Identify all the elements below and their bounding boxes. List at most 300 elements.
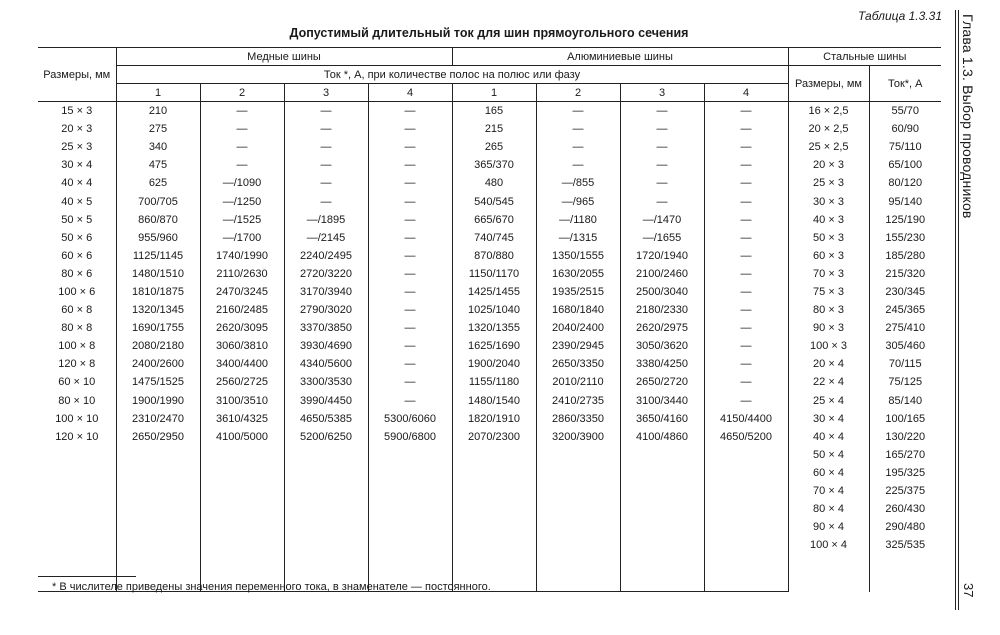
cell-steel-size: 90 × 3 [788, 319, 869, 337]
table-row [38, 464, 941, 482]
chapter-heading: Глава 1.3. Выбор проводников [960, 14, 976, 219]
cell-steel-current: 85/140 [869, 392, 941, 410]
table-row [38, 355, 941, 373]
cell-aluminum-3: — [620, 138, 704, 156]
cell-aluminum-4: — [704, 319, 788, 337]
cell-aluminum-3: —/1655 [620, 229, 704, 247]
cell-steel-size: 80 × 4 [788, 500, 869, 518]
cell-copper-2: 4100/5000 [200, 428, 284, 446]
cell-aluminum-2: 2650/3350 [536, 355, 620, 373]
cell-aluminum-3: 3050/3620 [620, 337, 704, 355]
cell-copper-2: 2470/3245 [200, 283, 284, 301]
cell-steel-size: 60 × 3 [788, 247, 869, 265]
cell-aluminum-3: — [620, 102, 704, 121]
cell-copper-3: 2790/3020 [284, 301, 368, 319]
cell-aluminum-4: 4650/5200 [704, 428, 788, 446]
cell-copper-3: — [284, 120, 368, 138]
cell-aluminum-2: — [536, 138, 620, 156]
cell-empty [200, 536, 284, 554]
cell-copper-3: 5200/6250 [284, 428, 368, 446]
cell-copper-3: 3170/3940 [284, 283, 368, 301]
cell-steel-current: 65/100 [869, 156, 941, 174]
cell-size [38, 518, 116, 536]
cell-size: 120 × 8 [58, 358, 96, 371]
cell-empty [368, 482, 452, 500]
cell-empty [620, 482, 704, 500]
cell-empty [116, 446, 200, 464]
cell-copper-1: 2080/2180 [116, 337, 200, 355]
cell-copper-1: 275 [116, 120, 200, 138]
cell-size: 80 × 8 [61, 322, 93, 335]
cell-empty [284, 518, 368, 536]
cell-copper-3: —/2145 [284, 229, 368, 247]
cell-copper-2: 2110/2630 [200, 265, 284, 283]
table-row [38, 156, 941, 174]
cell-copper-3: 3930/4690 [284, 337, 368, 355]
cell-copper-4: — [368, 138, 452, 156]
cell-aluminum-3: — [620, 174, 704, 192]
table-row [38, 102, 941, 121]
cell-copper-1: 1480/1510 [116, 265, 200, 283]
cell-aluminum-4: 4150/4400 [704, 410, 788, 428]
cell-empty [704, 500, 788, 518]
page-number: 37 [961, 583, 976, 598]
cell-copper-4: — [368, 174, 452, 192]
cell-copper-3: —/1895 [284, 211, 368, 229]
cell-copper-1: 475 [116, 156, 200, 174]
cell-aluminum-2: 2010/2110 [536, 373, 620, 391]
table-title: Допустимый длительный ток для шин прямоугольного сечения [289, 26, 689, 40]
cell-empty [284, 446, 368, 464]
cell-aluminum-4: — [704, 301, 788, 319]
cell-copper-4: — [368, 102, 452, 121]
cell-spacer [869, 554, 941, 592]
cell-copper-1: 210 [116, 102, 200, 121]
cell-empty [452, 536, 536, 554]
cell-steel-current: 185/280 [869, 247, 941, 265]
cell-copper-1: 2400/2600 [116, 355, 200, 373]
cell-size: 15 × 3 [61, 105, 93, 118]
cell-steel-current: 75/125 [869, 373, 941, 391]
header-steel: Стальные шины [788, 48, 941, 66]
cell-copper-4: — [368, 247, 452, 265]
cell-aluminum-3: 3650/4160 [620, 410, 704, 428]
cell-empty [200, 446, 284, 464]
cell-copper-2: — [200, 120, 284, 138]
cell-aluminum-1: 265 [452, 138, 536, 156]
cell-empty [368, 518, 452, 536]
table-row [38, 446, 941, 464]
cell-copper-3: — [284, 102, 368, 121]
cell-steel-current: 155/230 [869, 229, 941, 247]
cell-steel-size: 25 × 4 [788, 392, 869, 410]
cell-aluminum-4: — [704, 283, 788, 301]
table-row [38, 319, 941, 337]
cell-size: 20 × 3 [61, 123, 93, 136]
cell-aluminum-3: 2500/3040 [620, 283, 704, 301]
cell-steel-size: 22 × 4 [788, 373, 869, 391]
cell-copper-4: — [368, 156, 452, 174]
cell-steel-size: 100 × 3 [788, 337, 869, 355]
cell-copper-1: 2650/2950 [116, 428, 200, 446]
cell-size [38, 482, 116, 500]
cell-aluminum-2: —/1180 [536, 211, 620, 229]
cell-steel-size: 40 × 4 [788, 428, 869, 446]
cell-empty [620, 518, 704, 536]
cell-aluminum-2: 3200/3900 [536, 428, 620, 446]
cell-aluminum-2: —/1315 [536, 229, 620, 247]
cell-steel-current: 230/345 [869, 283, 941, 301]
cell-copper-4: — [368, 319, 452, 337]
cell-aluminum-1: 215 [452, 120, 536, 138]
cell-empty [704, 446, 788, 464]
header-current-note: Ток *, А, при количестве полос на полюс или фазу [116, 66, 788, 84]
cell-empty [452, 446, 536, 464]
cell-aluminum-2: 1680/1840 [536, 301, 620, 319]
cell-copper-1: 1900/1990 [116, 392, 200, 410]
table-row [38, 247, 941, 265]
cell-steel-size: 50 × 3 [788, 229, 869, 247]
cell-aluminum-1: 1155/1180 [452, 373, 536, 391]
table-row [38, 283, 941, 301]
cell-empty [368, 464, 452, 482]
cell-empty [536, 482, 620, 500]
cell-steel-size: 16 × 2,5 [788, 102, 869, 121]
cell-steel-current: 70/115 [869, 355, 941, 373]
cell-size: 80 × 6 [61, 267, 93, 280]
cell-aluminum-4: — [704, 120, 788, 138]
cell-aluminum-2: —/855 [536, 174, 620, 192]
header-cu-4: 4 [368, 84, 452, 102]
cell-steel-current: 225/375 [869, 482, 941, 500]
cell-empty [200, 518, 284, 536]
cell-size: 50 × 5 [61, 213, 93, 226]
table-row [38, 120, 941, 138]
cell-copper-4: 5300/6060 [368, 410, 452, 428]
cell-copper-1: 340 [116, 138, 200, 156]
cell-aluminum-3: 3100/3440 [620, 392, 704, 410]
header-steel-sizes: Размеры, мм [788, 66, 869, 102]
cell-copper-1: 2310/2470 [116, 410, 200, 428]
cell-copper-3: — [284, 192, 368, 210]
cell-size [38, 536, 116, 554]
cell-aluminum-4: — [704, 138, 788, 156]
cell-copper-3: 3300/3530 [284, 373, 368, 391]
cell-aluminum-4: — [704, 355, 788, 373]
cell-empty [536, 536, 620, 554]
cell-copper-4: — [368, 265, 452, 283]
cell-aluminum-1: 665/670 [452, 211, 536, 229]
cell-empty [452, 464, 536, 482]
header-al-3: 3 [620, 84, 704, 102]
cell-steel-current: 125/190 [869, 211, 941, 229]
cell-copper-3: 3990/4450 [284, 392, 368, 410]
cell-copper-4: — [368, 192, 452, 210]
cell-copper-2: 3060/3810 [200, 337, 284, 355]
header-al-1: 1 [452, 84, 536, 102]
cell-empty [704, 518, 788, 536]
cell-steel-size: 50 × 4 [788, 446, 869, 464]
cell-size: 25 × 3 [61, 141, 93, 154]
header-cu-3: 3 [284, 84, 368, 102]
cell-aluminum-4: — [704, 392, 788, 410]
cell-size: 100 × 6 [58, 285, 96, 298]
cell-steel-current: 245/365 [869, 301, 941, 319]
header-cu-2: 2 [200, 84, 284, 102]
cell-aluminum-3: — [620, 120, 704, 138]
cell-steel-current: 215/320 [869, 265, 941, 283]
cell-empty [368, 536, 452, 554]
cell-steel-size: 75 × 3 [788, 283, 869, 301]
cell-aluminum-1: 1320/1355 [452, 319, 536, 337]
table-row [38, 536, 941, 554]
cell-size: 60 × 10 [58, 376, 96, 389]
table-row [38, 265, 941, 283]
cell-size [38, 446, 116, 464]
cell-aluminum-4: — [704, 156, 788, 174]
cell-empty [452, 500, 536, 518]
cell-steel-size: 25 × 3 [788, 174, 869, 192]
cell-copper-1: 700/705 [116, 192, 200, 210]
cell-aluminum-4: — [704, 373, 788, 391]
cell-empty [116, 482, 200, 500]
table-row [38, 174, 941, 192]
cell-empty [284, 464, 368, 482]
cell-empty [284, 500, 368, 518]
header-cu-1: 1 [116, 84, 200, 102]
cell-copper-3: — [284, 138, 368, 156]
cell-spacer [788, 554, 869, 592]
cell-aluminum-1: 1625/1690 [452, 337, 536, 355]
cell-steel-current: 195/325 [869, 464, 941, 482]
cell-size: 40 × 5 [61, 195, 93, 208]
table-body [38, 102, 941, 592]
cell-aluminum-2: — [536, 120, 620, 138]
cell-size: 80 × 10 [58, 394, 96, 407]
cell-aluminum-4: — [704, 229, 788, 247]
cell-copper-2: 3100/3510 [200, 392, 284, 410]
cell-empty [704, 464, 788, 482]
table-row [38, 138, 941, 156]
cell-steel-size: 70 × 3 [788, 265, 869, 283]
cell-size: 40 × 4 [61, 177, 93, 190]
cell-copper-2: 2560/2725 [200, 373, 284, 391]
cell-copper-1: 1475/1525 [116, 373, 200, 391]
cell-copper-3: 2240/2495 [284, 247, 368, 265]
cell-copper-4: — [368, 355, 452, 373]
cell-empty [116, 536, 200, 554]
cell-steel-size: 70 × 4 [788, 482, 869, 500]
cell-copper-4: 5900/6800 [368, 428, 452, 446]
cell-aluminum-3: 2180/2330 [620, 301, 704, 319]
cell-aluminum-1: 1820/1910 [452, 410, 536, 428]
cell-copper-3: 3370/3850 [284, 319, 368, 337]
table-row [38, 482, 941, 500]
cell-aluminum-3: — [620, 192, 704, 210]
cell-aluminum-1: 1150/1170 [452, 265, 536, 283]
cell-steel-size: 60 × 4 [788, 464, 869, 482]
cell-empty [452, 518, 536, 536]
cell-empty [368, 446, 452, 464]
cell-aluminum-4: — [704, 192, 788, 210]
cell-spacer [620, 554, 704, 592]
cell-aluminum-1: 540/545 [452, 192, 536, 210]
cell-steel-current: 305/460 [869, 337, 941, 355]
cell-copper-2: 2620/3095 [200, 319, 284, 337]
cell-empty [200, 482, 284, 500]
cell-copper-1: 860/870 [116, 211, 200, 229]
cell-aluminum-1: 1425/1455 [452, 283, 536, 301]
cell-size: 50 × 6 [61, 231, 93, 244]
cell-aluminum-4: — [704, 337, 788, 355]
cell-aluminum-4: — [704, 211, 788, 229]
cell-aluminum-3: 1720/1940 [620, 247, 704, 265]
table-row [38, 500, 941, 518]
cell-steel-size: 20 × 3 [788, 156, 869, 174]
current-table [38, 47, 941, 592]
cell-aluminum-2: 2410/2735 [536, 392, 620, 410]
cell-steel-size: 90 × 4 [788, 518, 869, 536]
cell-copper-3: — [284, 156, 368, 174]
cell-copper-4: — [368, 337, 452, 355]
cell-size: 30 × 4 [61, 159, 93, 172]
cell-empty [536, 500, 620, 518]
cell-spacer [704, 554, 788, 592]
cell-aluminum-2: 2040/2400 [536, 319, 620, 337]
cell-steel-current: 290/480 [869, 518, 941, 536]
cell-steel-current: 130/220 [869, 428, 941, 446]
cell-copper-4: — [368, 301, 452, 319]
cell-aluminum-2: 1935/2515 [536, 283, 620, 301]
table-row [38, 428, 941, 446]
cell-aluminum-3: 4100/4860 [620, 428, 704, 446]
cell-copper-4: — [368, 283, 452, 301]
cell-copper-3: 4650/5385 [284, 410, 368, 428]
cell-copper-2: 1740/1990 [200, 247, 284, 265]
cell-copper-2: 3400/4400 [200, 355, 284, 373]
cell-empty [536, 446, 620, 464]
table-row [38, 211, 941, 229]
cell-aluminum-1: 480 [452, 174, 536, 192]
table-row [38, 192, 941, 210]
cell-aluminum-1: 1480/1540 [452, 392, 536, 410]
cell-empty [704, 536, 788, 554]
cell-aluminum-1: 165 [452, 102, 536, 121]
cell-copper-2: — [200, 138, 284, 156]
cell-copper-2: —/1090 [200, 174, 284, 192]
cell-copper-1: 1690/1755 [116, 319, 200, 337]
cell-size [38, 500, 116, 518]
cell-copper-3: — [284, 174, 368, 192]
footnote: * В числителе приведены значения переменного тока, в знаменателе — постоянного. [52, 581, 491, 593]
cell-empty [620, 536, 704, 554]
cell-steel-current: 325/535 [869, 536, 941, 554]
cell-empty [116, 518, 200, 536]
cell-size [38, 464, 116, 482]
cell-copper-1: 1320/1345 [116, 301, 200, 319]
cell-steel-size: 80 × 3 [788, 301, 869, 319]
table-row [38, 410, 941, 428]
cell-copper-2: — [200, 102, 284, 121]
cell-aluminum-1: 365/370 [452, 156, 536, 174]
cell-aluminum-3: 2100/2460 [620, 265, 704, 283]
cell-steel-size: 25 × 2,5 [788, 138, 869, 156]
cell-copper-2: 3610/4325 [200, 410, 284, 428]
header-steel-current: Ток*, А [869, 66, 941, 102]
cell-copper-1: 625 [116, 174, 200, 192]
cell-empty [284, 536, 368, 554]
cell-aluminum-3: —/1470 [620, 211, 704, 229]
cell-aluminum-3: 3380/4250 [620, 355, 704, 373]
cell-empty [620, 500, 704, 518]
cell-aluminum-1: 870/880 [452, 247, 536, 265]
cell-copper-4: — [368, 211, 452, 229]
cell-copper-4: — [368, 373, 452, 391]
cell-steel-current: 80/120 [869, 174, 941, 192]
cell-aluminum-2: — [536, 102, 620, 121]
cell-aluminum-1: 1025/1040 [452, 301, 536, 319]
cell-aluminum-1: 740/745 [452, 229, 536, 247]
cell-empty [452, 482, 536, 500]
cell-aluminum-3: 2650/2720 [620, 373, 704, 391]
cell-size: 60 × 8 [61, 304, 93, 317]
cell-aluminum-2: 1630/2055 [536, 265, 620, 283]
cell-copper-3: 2720/3220 [284, 265, 368, 283]
cell-empty [284, 482, 368, 500]
cell-steel-size: 30 × 4 [788, 410, 869, 428]
header-sizes: Размеры, мм [38, 48, 116, 102]
header-aluminum: Алюминиевые шины [452, 48, 788, 66]
cell-aluminum-3: 2620/2975 [620, 319, 704, 337]
cell-empty [704, 482, 788, 500]
cell-steel-current: 55/70 [869, 102, 941, 121]
cell-aluminum-4: — [704, 247, 788, 265]
header-al-4: 4 [704, 84, 788, 102]
cell-aluminum-1: 2070/2300 [452, 428, 536, 446]
cell-steel-current: 260/430 [869, 500, 941, 518]
cell-size: 120 × 10 [55, 430, 99, 443]
header-copper: Медные шины [116, 48, 452, 66]
cell-empty [116, 464, 200, 482]
cell-size: 100 × 10 [55, 412, 99, 425]
cell-steel-current: 165/270 [869, 446, 941, 464]
cell-steel-current: 60/90 [869, 120, 941, 138]
cell-steel-size: 30 × 3 [788, 192, 869, 210]
table-row [38, 337, 941, 355]
header-al-2: 2 [536, 84, 620, 102]
footnote-divider [38, 576, 136, 577]
cell-empty [536, 464, 620, 482]
cell-copper-2: —/1525 [200, 211, 284, 229]
cell-aluminum-2: 2390/2945 [536, 337, 620, 355]
table-row [38, 373, 941, 391]
cell-copper-2: 2160/2485 [200, 301, 284, 319]
cell-size: 100 × 8 [58, 340, 96, 353]
cell-size: 60 × 6 [61, 249, 93, 262]
table-row [38, 518, 941, 536]
cell-copper-2: —/1700 [200, 229, 284, 247]
cell-steel-current: 100/165 [869, 410, 941, 428]
table-row [38, 229, 941, 247]
cell-empty [368, 500, 452, 518]
cell-copper-2: —/1250 [200, 192, 284, 210]
cell-copper-4: — [368, 229, 452, 247]
cell-steel-size: 20 × 2,5 [788, 120, 869, 138]
cell-aluminum-4: — [704, 174, 788, 192]
cell-copper-1: 1125/1145 [116, 247, 200, 265]
cell-empty [620, 446, 704, 464]
cell-steel-size: 20 × 4 [788, 355, 869, 373]
